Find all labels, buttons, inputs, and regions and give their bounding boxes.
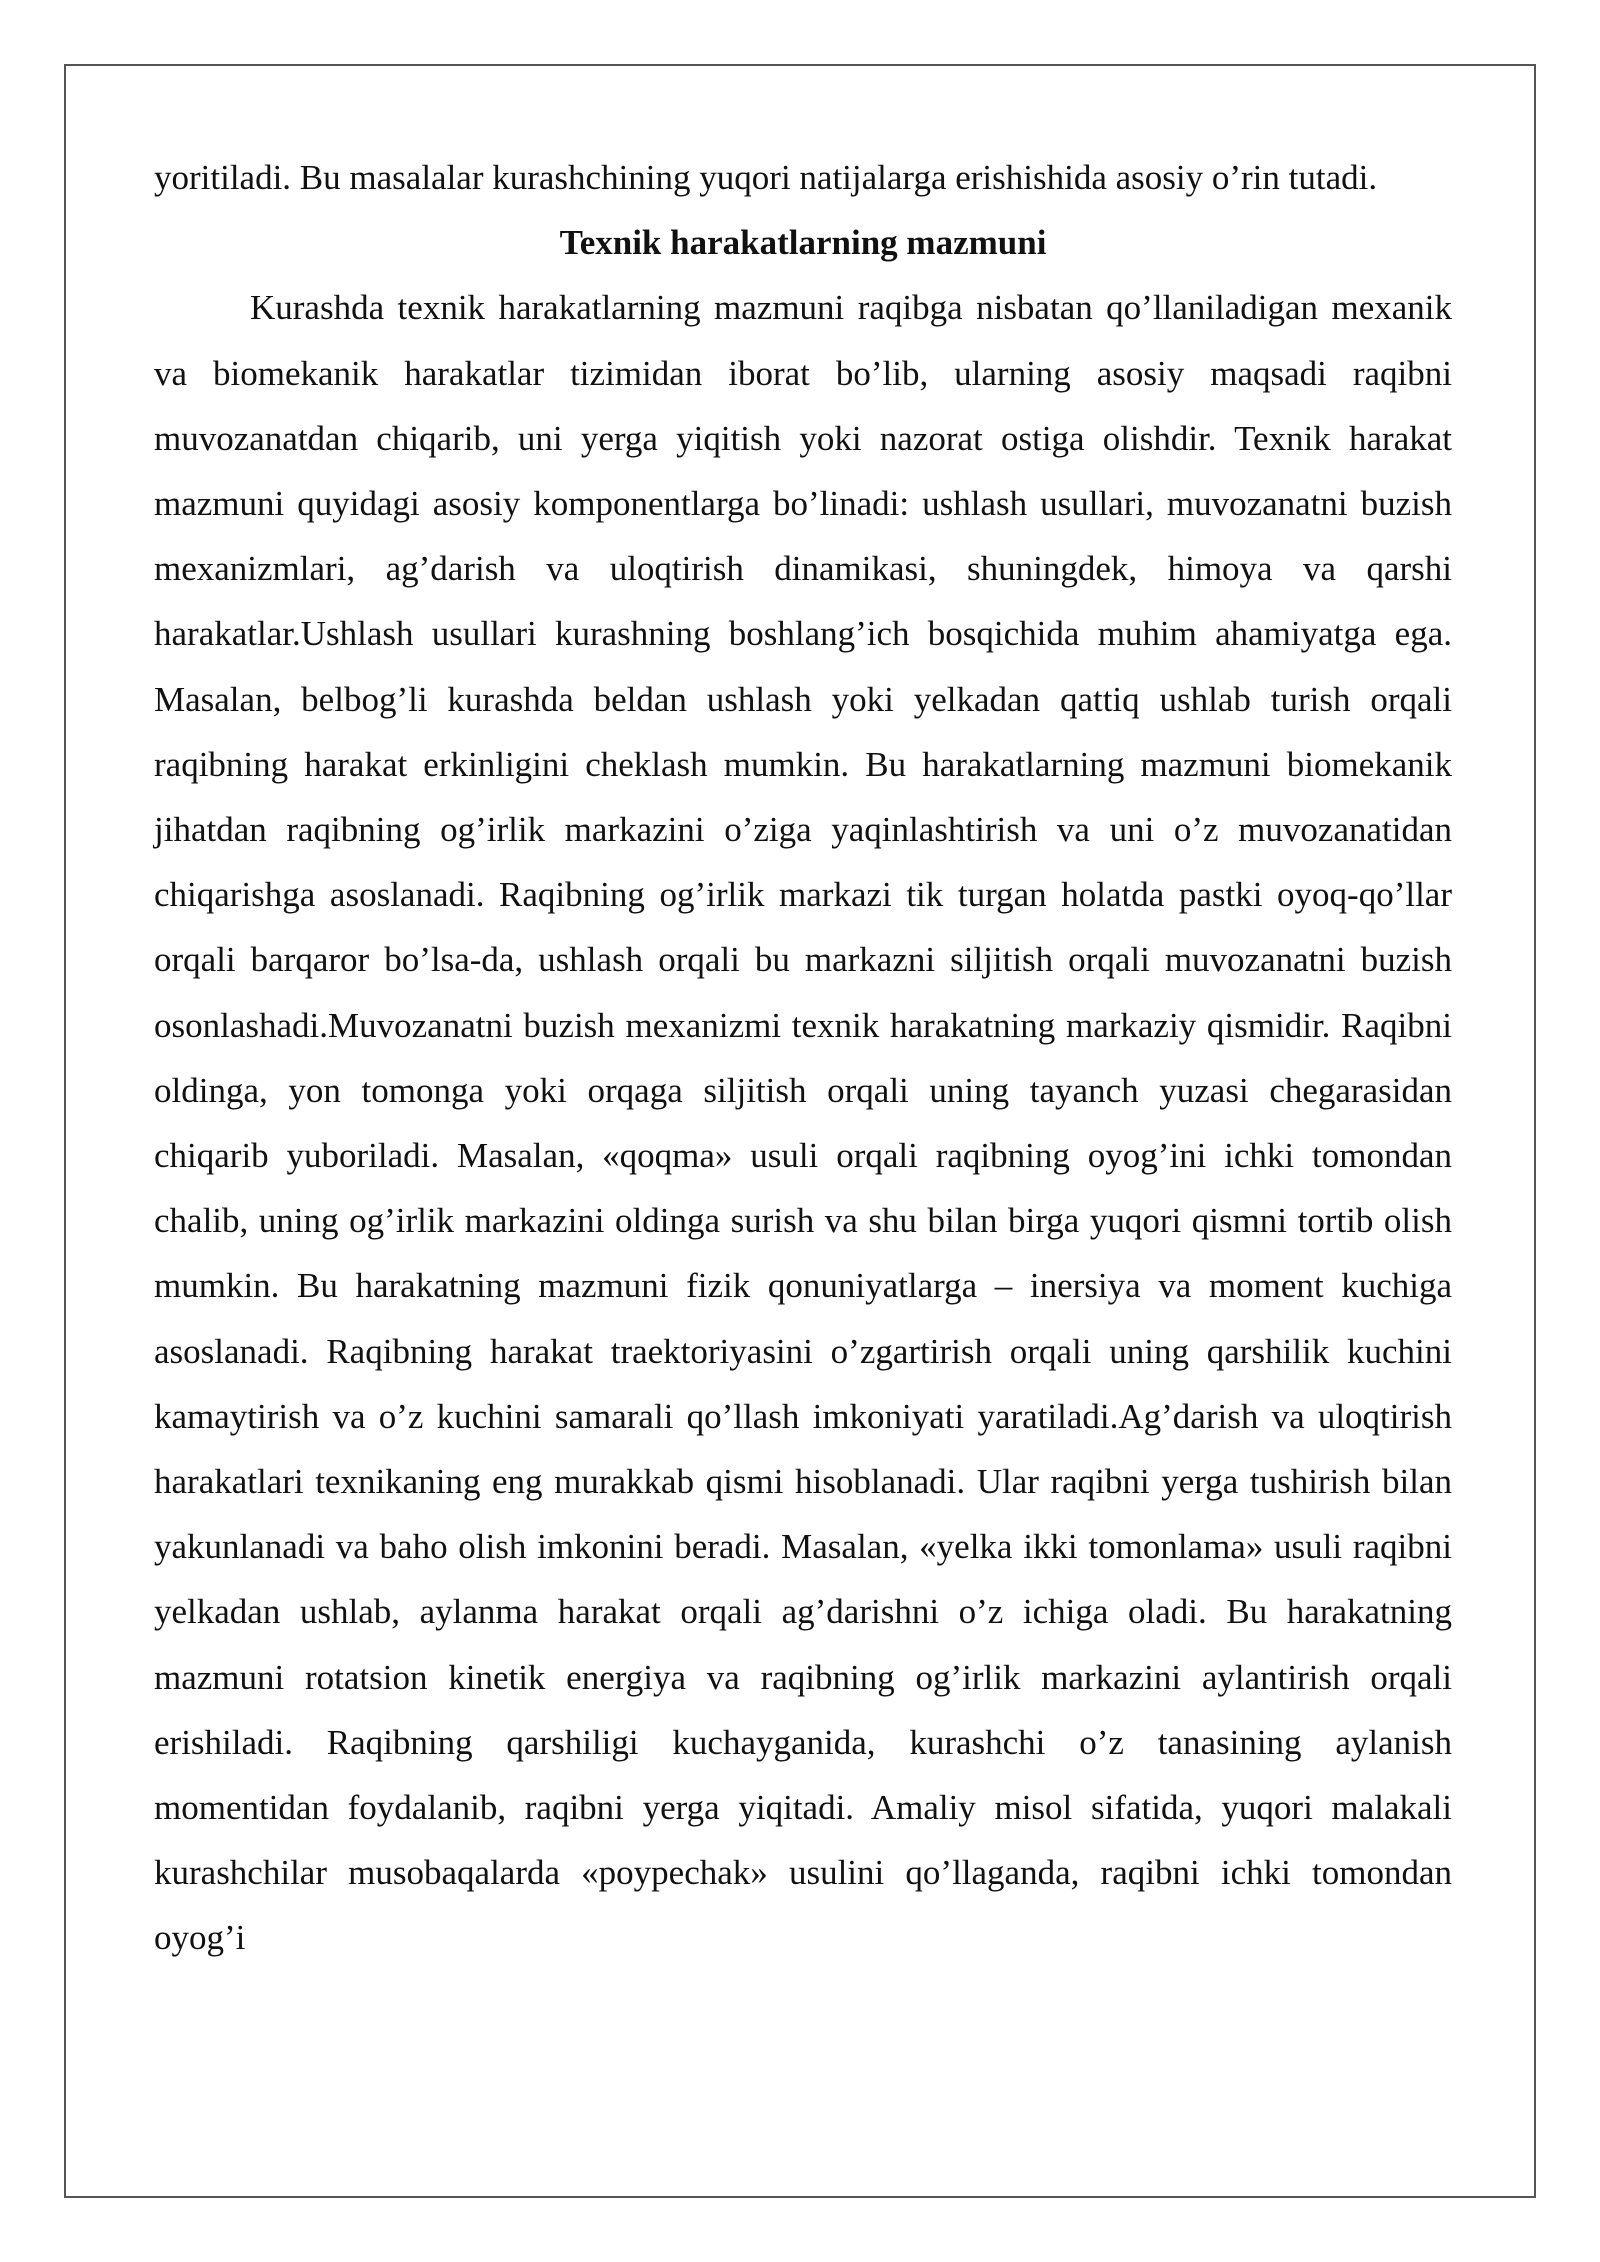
main-paragraph: Kurashda texnik harakatlarning mazmuni raqibga nisbatan qo’llaniladigan mexanik va biomekanik harakatlar tizimidan iborat bo’lib, ularning asosiy maqsadi raqibni muvozanatdan chiqarib, uni yerga yiqitish yoki nazorat ostiga olishdir. Texnik harakat mazmuni quyidagi asosiy komponentlarga bo’linadi: ushlash usullari, muvozanatni buzish mexanizmlari, ag’darish va uloqtirish dinamikasi, shuningdek, himoya va qarshi harakatlar.Ushlash usullari kurashning boshlang’ich bosqichida muhim ahamiyatga ega. Masalan, belbog’li kurashda beldan ushlash yoki yelkadan qattiq ushlab turish orqali raqibning harakat erkinligini cheklash mumkin. Bu harakatlarning mazmuni biomekanik jihatdan raqibning og’irlik markazini o’ziga yaqinlashtirish va uni o’z muvozanatidan chiqarishga asoslanadi. Raqibning og’irlik markazi tik turgan holatda pastki oyoq-qo’llar orqali barqaror bo’lsa-da, ushlash orqali bu markazni siljitish orqali muvozanatni buzish osonlashadi.Muvozanatni buzish mexanizmi texnik harakatning markaziy qismidir. Raqibni oldinga, yon tomonga yoki orqaga siljitish orqali uning tayanch yuzasi chegarasidan chiqarib yuboriladi. Masalan, «qoqma» usuli orqali raqibning oyog’ini ichki tomondan chalib, uning og’irlik markazini oldinga surish va shu bilan birga yuqori qismni tortib olish mumkin. Bu harakatning mazmuni fizik qonuniyatlarga – inersiya va moment kuchiga asoslanadi. Raqibning harakat traektoriyasini o’zgartirish orqali uning qarshilik kuchini kamaytirish va o’z kuchini samarali qo’llash imkoniyati yaratiladi.Ag’darish va uloqtirish harakatlari texnikaning eng murakkab qismi hisoblanadi. Ular raqibni yerga tushirish bilan yakunlanadi va baho olish imkonini beradi. Masalan, «yelka ikki tomonlama» usuli raqibni yelkadan ushlab, aylanma harakat orqali ag’darishni o’z ichiga oladi. Bu harakatning mazmuni rotatsion kinetik energiya va raqibning og’irlik markazini aylantirish orqali erishiladi. Raqibning qarshiligi kuchayganida, kurashchi o’z tanasining aylanish momentidan foydalanib, raqibni yerga yiqitadi. Amaliy misol sifatida, yuqori malakali kurashchilar musobaqalarda «poypechak» usulini qo’llaganda, raqibni ichki tomondan oyog’i — [154, 288, 1452, 1958]
section-heading: Texnik harakatlarning mazmuni — [559, 223, 1047, 263]
document-body — [154, 145, 1452, 1971]
opening-paragraph: yoritiladi. Bu masalalar kurashchining yuqori natijalarga erishishida asosiy o’rin tutadi. — [154, 158, 1378, 197]
